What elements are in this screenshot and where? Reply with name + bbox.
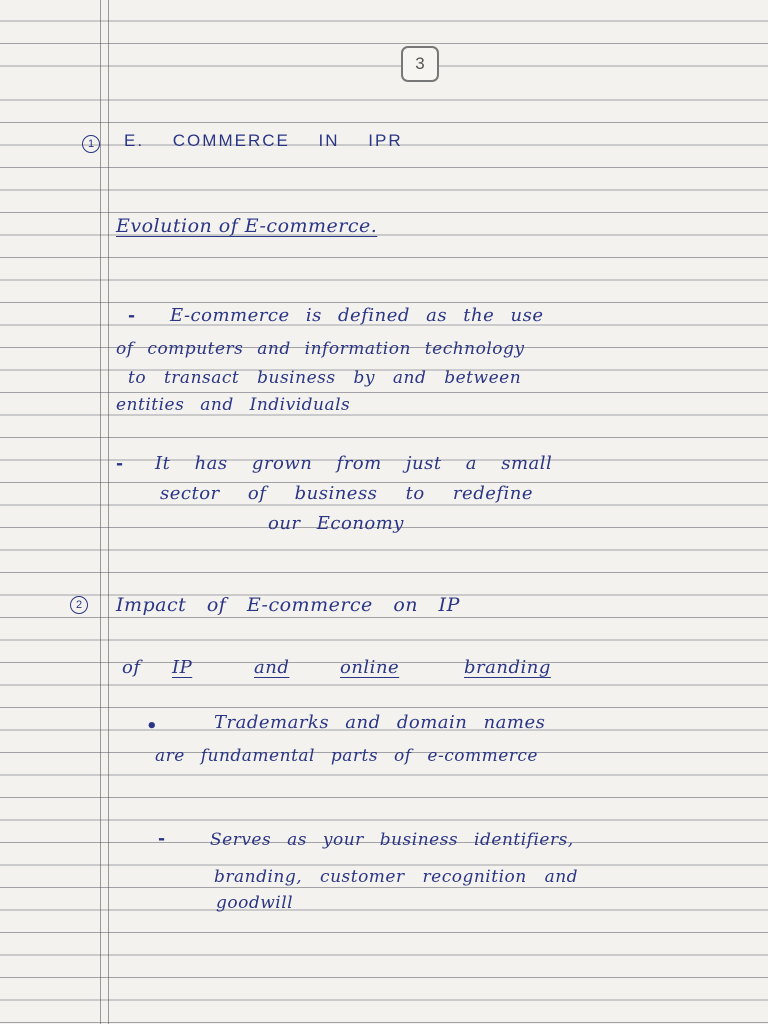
margin-line-left bbox=[100, 0, 101, 1024]
section-2-subheading-branding: branding bbox=[464, 657, 551, 678]
section-1-bullet-2-line-2: sector of business to redefine bbox=[160, 483, 534, 504]
section-2-bullet-1-line-1: Trademarks and domain names bbox=[214, 712, 546, 733]
section-2-subheading-and: and bbox=[254, 657, 290, 678]
section-2-subheading-online: online bbox=[340, 657, 400, 678]
section-2-heading: Impact of E-commerce on IP bbox=[116, 594, 460, 616]
section-2-bullet-2-line-3: goodwill bbox=[216, 893, 294, 913]
page-number-badge bbox=[401, 46, 439, 82]
section-2-subheading-ip: IP bbox=[172, 657, 193, 678]
section-1-bullet-1-line-1: E-commerce is defined as the use bbox=[170, 305, 544, 326]
section-2-number: 2 bbox=[70, 596, 88, 614]
section-1-bullet-1-line-4: entities and Individuals bbox=[116, 395, 351, 415]
section-1-bullet-1-line-2: of computers and information technology bbox=[116, 339, 525, 359]
bullet-marker: - bbox=[158, 829, 166, 849]
section-1-heading: E. COMMERCE IN IPR bbox=[124, 131, 403, 150]
bullet-marker: • bbox=[146, 716, 159, 737]
section-1-bullet-1-line-3: to transact business by and between bbox=[128, 368, 522, 388]
section-1-bullet-2-line-3: our Economy bbox=[268, 513, 404, 534]
bullet-marker: - bbox=[116, 454, 124, 474]
section-2-bullet-1-line-2: are fundamental parts of e-commerce bbox=[155, 746, 538, 766]
section-1-bullet-2-line-1: It has grown from just a small bbox=[155, 453, 553, 474]
section-2-bullet-2-line-1: Serves as your business identifiers, bbox=[210, 830, 574, 850]
page-number: 3 bbox=[415, 54, 425, 73]
bullet-marker: - bbox=[128, 306, 136, 326]
section-2-bullet-2-line-2: branding, customer recognition and bbox=[214, 867, 579, 887]
section-1-number: 1 bbox=[82, 135, 100, 153]
section-2-subheading-of: of bbox=[122, 657, 141, 678]
section-1-subheading: Evolution of E-commerce. bbox=[116, 215, 378, 237]
margin-line-right bbox=[108, 0, 109, 1024]
